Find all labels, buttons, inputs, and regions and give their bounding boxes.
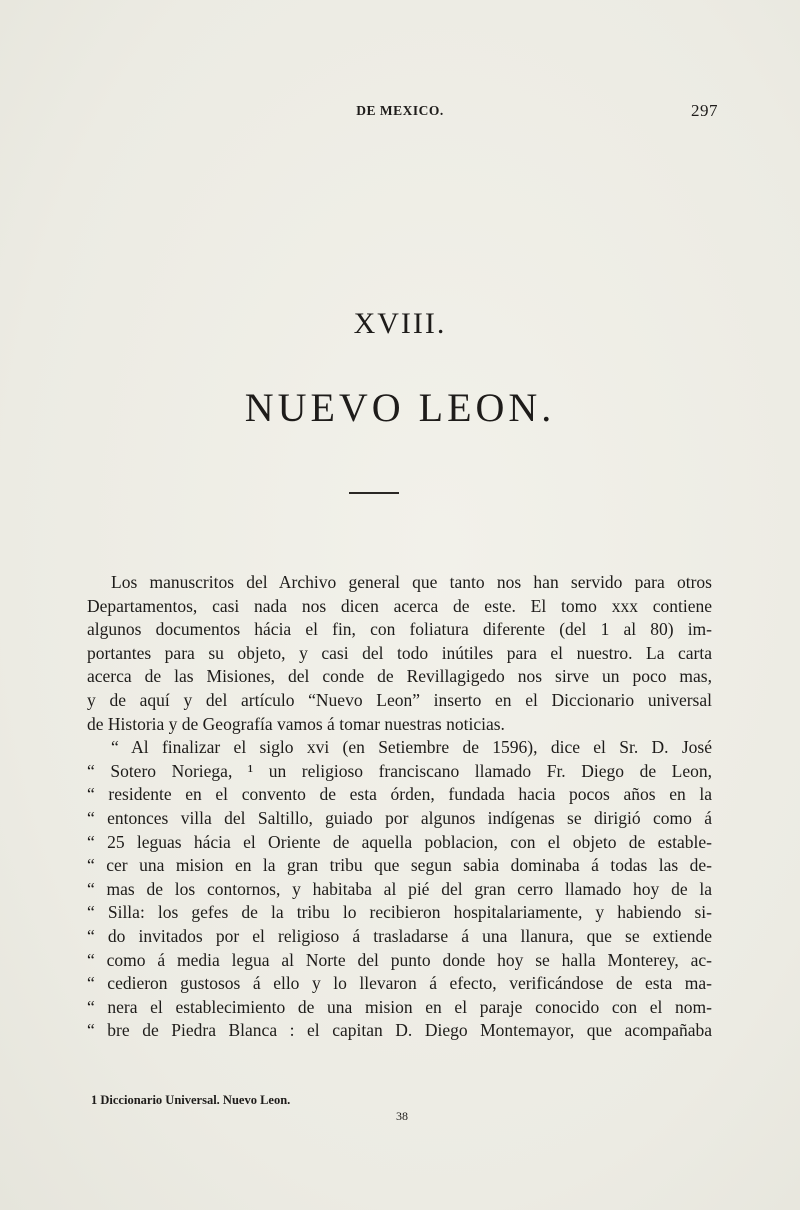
text-line: algunos documentos hácia el fin, con foliatura diferente (del 1 al 80) im-: [87, 619, 712, 640]
text-line: “ Sotero Noriega, ¹ un religioso franciscano llamado Fr. Diego de Leon,: [87, 760, 712, 781]
page-number: 297: [691, 101, 718, 120]
text-line: “ cedieron gustosos á ello y lo llevaron á efecto, verificándose de esta ma-: [87, 973, 712, 994]
text-line: de Historia y de Geografía vamos á tomar nuestras noticias.: [87, 713, 505, 734]
text-line: portantes para su objeto, y casi del todo inútiles para el nuestro. La carta: [87, 642, 712, 663]
section-rule: [349, 492, 399, 494]
chapter-number: XVIII.: [353, 307, 447, 340]
text-line: “ entonces villa del Saltillo, guiado por algunos indígenas se dirigió como á: [87, 807, 712, 828]
signature-mark: 38: [396, 1109, 408, 1123]
text-line: “ Silla: los gefes de la tribu lo recibieron hospitalariamente, y habiendo si-: [87, 902, 712, 923]
text-line: acerca de las Misiones, del conde de Revillagigedo nos sirve un poco mas,: [87, 666, 712, 687]
text-line: “ Al finalizar el siglo xvi (en Setiembre de 1596), dice el Sr. D. José: [111, 737, 712, 758]
chapter-title: NUEVO LEON.: [244, 385, 556, 430]
text-line: “ 25 leguas hácia el Oriente de aquella poblacion, con el objeto de estable-: [87, 831, 712, 852]
running-head: [0, 103, 800, 123]
text-line: “ nera el establecimiento de una mision en el paraje conocido con el nom-: [87, 996, 712, 1017]
body-text: [87, 571, 712, 1043]
text-line: “ como á media legua al Norte del punto donde hoy se halla Monterey, ac-: [87, 949, 712, 970]
text-line: “ mas de los contornos, y habitaba al pié del gran cerro llamado hoy de la: [87, 878, 712, 899]
text-line: “ do invitados por el religioso á trasladarse á una llanura, que se extiende: [87, 925, 712, 946]
text-line: y de aquí y del artículo “Nuevo Leon” inserto en el Diccionario universal: [87, 689, 712, 710]
text-line: Los manuscritos del Archivo general que tanto nos han servido para otros: [111, 572, 712, 592]
text-line: Departamentos, casi nada nos dicen acerca de este. El tomo xxx contiene: [87, 595, 712, 616]
footnote: 1 Diccionario Universal. Nuevo Leon.: [91, 1093, 291, 1107]
running-title: DE MEXICO.: [356, 103, 444, 118]
text-line: “ bre de Piedra Blanca : el capitan D. Diego Montemayor, que acompañaba: [87, 1020, 712, 1041]
text-line: “ cer una mision en la gran tribu que segun sabia dominaba á todas las de-: [87, 855, 712, 876]
text-line: “ residente en el convento de esta órden, fundada hacia pocos años en la: [87, 784, 712, 805]
